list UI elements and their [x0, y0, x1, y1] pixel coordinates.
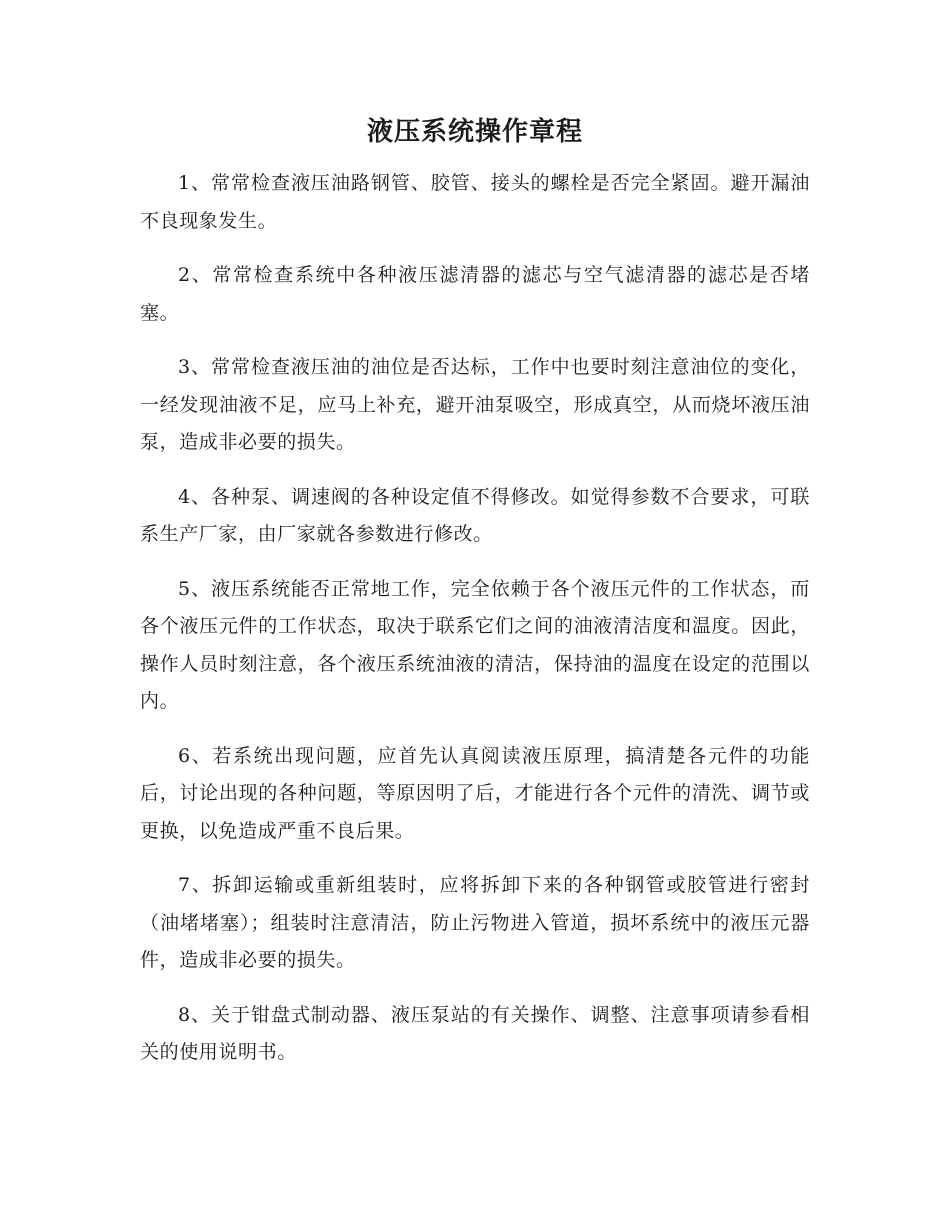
paragraph-8: 8、关于钳盘式制动器、液压泵站的有关操作、调整、注意事项请参看相关的使用说明书。: [140, 1003, 810, 1063]
document-title: 液压系统操作章程: [366, 117, 583, 147]
paragraph-5: 5、液压系统能否正常地工作，完全依赖于各个液压元件的工作状态，而各个液压元件的工作状态，取决于联系它们之间的油液清洁度和温度。因此，操作人员时刻注意，各个液压系统油液的清洁，保持油的温度在设定的范围以内。: [140, 577, 810, 712]
paragraph-6: 6、若系统出现问题，应首先认真阅读液压原理，搞清楚各元件的功能后，讨论出现的各种问题，等原因明了后，才能进行各个元件的清洗、调节或更换，以免造成严重不良后果。: [140, 744, 810, 842]
paragraph-1: 1、常常检查液压油路钢管、胶管、接头的螺栓是否完全紧固。避开漏油不良现象发生。: [140, 172, 810, 232]
paragraph-4: 4、各种泵、调速阀的各种设定值不得修改。如觉得参数不合要求，可联系生产厂家，由厂家就各参数进行修改。: [140, 485, 810, 545]
paragraph-3: 3、常常检查液压油的油位是否达标，工作中也要时刻注意油位的变化，一经发现油液不足，应马上补充，避开油泵吸空，形成真空，从而烧坏液压油泵，造成非必要的损失。: [140, 356, 810, 453]
paragraph-7: 7、拆卸运输或重新组装时，应将拆卸下来的各种钢管或胶管进行密封（油堵堵塞）；组装时注意清洁，防止污物进入管道，损坏系统中的液压元器件，造成非必要的损失。: [140, 874, 810, 971]
paragraph-2: 2、常常检查系统中各种液压滤清器的滤芯与空气滤清器的滤芯是否堵塞。: [140, 264, 810, 324]
document-body: [140, 165, 810, 1089]
